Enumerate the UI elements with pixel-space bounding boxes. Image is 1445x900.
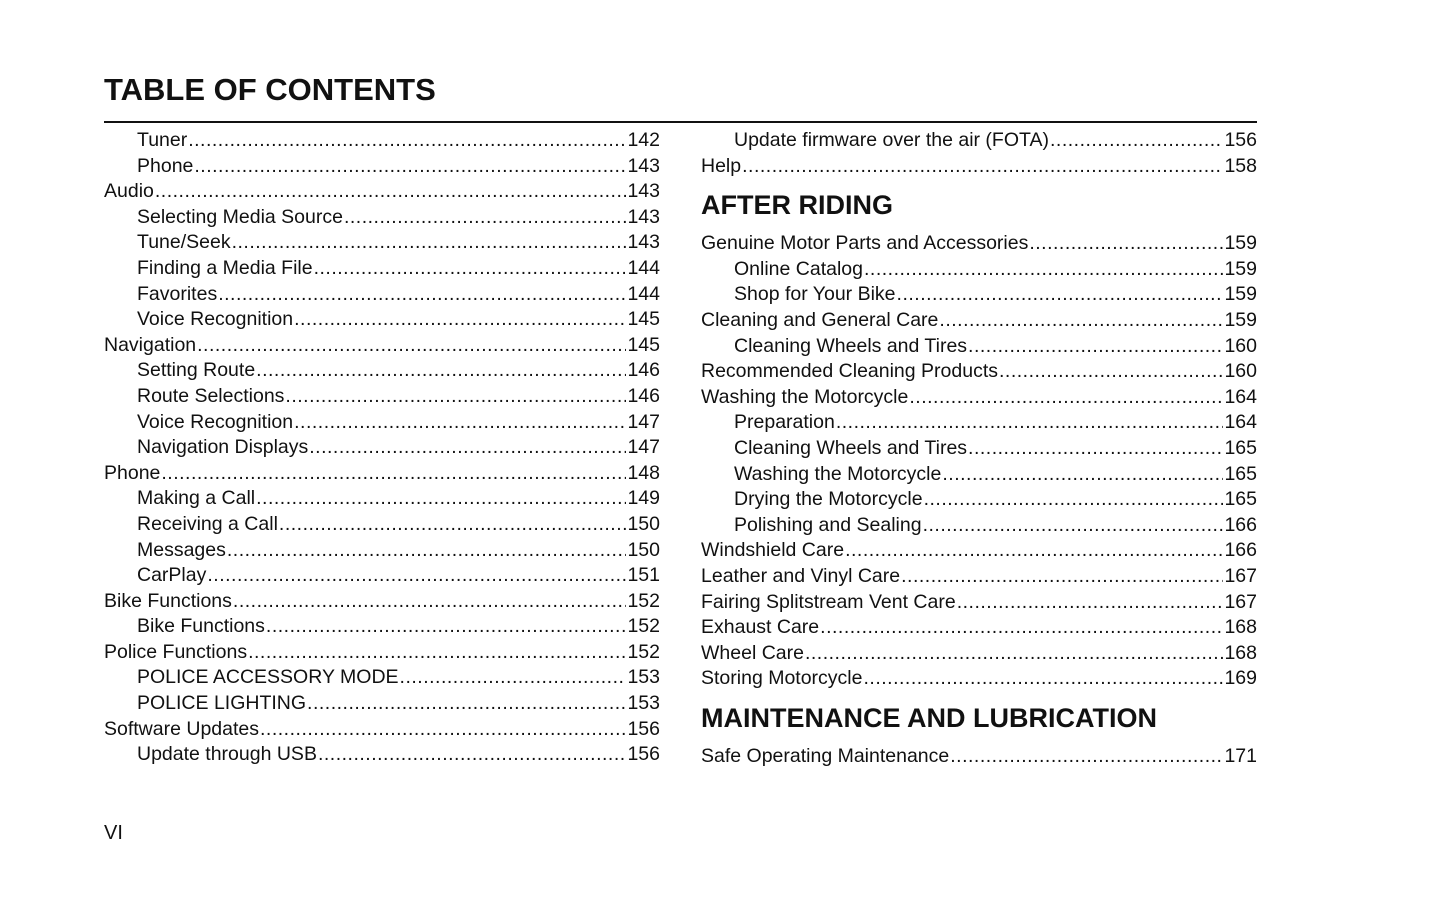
toc-entry[interactable] — [701, 744, 1257, 770]
toc-entry-title: Bike Functions — [104, 589, 232, 612]
toc-page-number: 160 — [1224, 334, 1257, 357]
dot-leader — [197, 333, 626, 359]
toc-subentry[interactable] — [104, 512, 660, 538]
toc-entry-title: Leather and Vinyl Care — [701, 564, 901, 587]
dot-leader — [742, 154, 1223, 180]
toc-entry[interactable] — [701, 231, 1257, 257]
toc-page-number: 153 — [627, 692, 660, 715]
toc-page-number: 166 — [1224, 513, 1257, 536]
toc-entry[interactable] — [701, 154, 1257, 180]
dot-leader — [863, 666, 1223, 692]
toc-entry-title: Favorites — [137, 282, 218, 305]
toc-page-number: 159 — [1224, 283, 1257, 306]
toc-subentry[interactable] — [701, 257, 1257, 283]
toc-page-number: 143 — [627, 180, 660, 203]
section-heading: MAINTENANCE AND LUBRICATION — [701, 702, 1157, 733]
toc-entry-title: Online Catalog — [734, 257, 863, 280]
toc-page-number: 144 — [627, 256, 660, 279]
dot-leader — [285, 384, 626, 410]
toc-left-column — [104, 128, 660, 768]
toc-subentry[interactable] — [701, 410, 1257, 436]
toc-subentry[interactable] — [104, 614, 660, 640]
toc-entry-title: Safe Operating Maintenance — [701, 744, 950, 767]
toc-page-number: 150 — [627, 512, 660, 535]
toc-page-number: 144 — [627, 282, 660, 305]
toc-subentry[interactable] — [701, 513, 1257, 539]
toc-entry-title: Shop for Your Bike — [734, 283, 896, 306]
toc-subentry[interactable] — [701, 487, 1257, 513]
toc-entry-title: Genuine Motor Parts and Accessories — [701, 232, 1029, 255]
toc-page-number: 153 — [627, 666, 660, 689]
toc-page-number: 149 — [627, 487, 660, 510]
toc-subentry[interactable] — [701, 128, 1257, 154]
toc-entry-title: Update firmware over the air (FOTA) — [734, 129, 1049, 151]
dot-leader — [279, 512, 627, 538]
toc-entry[interactable] — [104, 179, 660, 205]
toc-page-number: 143 — [627, 154, 660, 177]
dot-leader — [950, 744, 1223, 770]
dot-leader — [1029, 231, 1223, 257]
toc-entry[interactable] — [701, 359, 1257, 385]
toc-entry-title: Voice Recognition — [137, 308, 294, 331]
toc-entry[interactable] — [104, 589, 660, 615]
toc-entry[interactable] — [701, 615, 1257, 641]
toc-subentry[interactable] — [701, 334, 1257, 360]
toc-entry-title: Police Functions — [104, 640, 248, 663]
toc-entry-title: Making a Call — [137, 487, 256, 510]
toc-page-number: 164 — [1224, 385, 1257, 408]
dot-leader — [207, 563, 626, 589]
toc-page-number: 156 — [1224, 129, 1257, 151]
toc-page-number: 159 — [1224, 257, 1257, 280]
toc-entry[interactable] — [104, 640, 660, 666]
toc-page-number: 150 — [627, 538, 660, 561]
toc-subentry[interactable] — [104, 563, 660, 589]
dot-leader — [194, 154, 626, 180]
toc-subentry[interactable] — [104, 358, 660, 384]
dot-leader — [845, 538, 1223, 564]
dot-leader — [218, 282, 626, 308]
toc-page-number: 166 — [1224, 539, 1257, 562]
toc-entry-title: Wheel Care — [701, 641, 804, 664]
toc-entry-title: POLICE LIGHTING — [137, 692, 307, 715]
toc-page-number: 168 — [1224, 641, 1257, 664]
toc-entry-title: Route Selections — [137, 384, 285, 407]
toc-page-number: 158 — [1224, 154, 1257, 177]
toc-entry-title: Fairing Splitstream Vent Care — [701, 590, 956, 613]
toc-entry-title: Selecting Media Source — [137, 205, 343, 228]
dot-leader — [864, 257, 1223, 283]
dot-leader — [314, 256, 627, 282]
toc-subentry[interactable] — [104, 230, 660, 256]
toc-page-number: 152 — [627, 589, 660, 612]
toc-page-number: 168 — [1224, 616, 1257, 639]
toc-page-number: 151 — [627, 564, 660, 587]
toc-entry-title: Cleaning and General Care — [701, 308, 939, 331]
toc-page-number: 143 — [627, 205, 660, 228]
toc-entry-title: CarPlay — [137, 564, 207, 587]
toc-page-number: 167 — [1224, 590, 1257, 613]
dot-leader — [968, 436, 1223, 462]
toc-page-number: 152 — [627, 615, 660, 638]
toc-entry[interactable] — [701, 385, 1257, 411]
toc-entry[interactable] — [104, 717, 660, 743]
dot-leader — [957, 590, 1224, 616]
toc-entry-title: Messages — [137, 538, 226, 561]
toc-entry-title: Update through USB — [137, 743, 317, 766]
toc-subentry[interactable] — [701, 436, 1257, 462]
footer-page-number: VI — [104, 822, 123, 844]
toc-subentry[interactable] — [104, 538, 660, 564]
toc-subentry[interactable] — [104, 154, 660, 180]
toc-entry-title: Bike Functions — [137, 615, 265, 638]
dot-leader — [294, 410, 626, 436]
dot-leader — [256, 358, 626, 384]
toc-entry-title: Preparation — [734, 411, 835, 434]
page-title: TABLE OF CONTENTS — [104, 72, 436, 107]
title-divider — [104, 121, 1257, 123]
dot-leader — [909, 385, 1223, 411]
toc-page-number: 156 — [627, 743, 660, 766]
toc-entry-title: Navigation — [104, 333, 197, 356]
toc-page-number: 146 — [627, 384, 660, 407]
toc-page-number: 165 — [1224, 436, 1257, 459]
toc-entry-title: Drying the Motorcycle — [734, 488, 923, 511]
toc-subentry[interactable] — [104, 307, 660, 333]
toc-page-number: 147 — [627, 410, 660, 433]
dot-leader — [256, 486, 626, 512]
dot-leader — [294, 307, 626, 333]
toc-entry[interactable] — [701, 538, 1257, 564]
toc-page-number: 145 — [627, 308, 660, 331]
dot-leader — [188, 128, 626, 154]
toc-entry-title: Polishing and Sealing — [734, 513, 922, 536]
toc-entry-title: Windshield Care — [701, 539, 845, 562]
dot-leader — [836, 410, 1224, 436]
toc-page-number: 169 — [1224, 667, 1257, 690]
toc-entry-title: Help — [701, 154, 742, 177]
toc-entry[interactable] — [701, 564, 1257, 590]
toc-entry-title: Washing the Motorcycle — [701, 385, 909, 408]
dot-leader — [820, 615, 1223, 641]
dot-leader — [805, 641, 1223, 667]
toc-entry-title: Storing Motorcycle — [701, 667, 863, 690]
dot-leader — [968, 334, 1223, 360]
dot-leader — [942, 462, 1223, 488]
dot-leader — [161, 461, 626, 487]
toc-entry[interactable] — [104, 333, 660, 359]
dot-leader — [924, 487, 1224, 513]
toc-page-number: 147 — [627, 436, 660, 459]
dot-leader — [318, 742, 627, 768]
toc-page-number: 143 — [627, 231, 660, 254]
toc-page-number: 159 — [1224, 308, 1257, 331]
toc-entry[interactable] — [701, 666, 1257, 692]
dot-leader — [227, 538, 627, 564]
dot-leader — [260, 717, 626, 743]
dot-leader — [266, 614, 627, 640]
toc-entry-title: Phone — [104, 461, 161, 484]
toc-subentry[interactable] — [104, 205, 660, 231]
toc-entry[interactable] — [701, 590, 1257, 616]
toc-entry-title: Cleaning Wheels and Tires — [734, 436, 968, 459]
toc-subentry[interactable] — [104, 691, 660, 717]
dot-leader — [307, 691, 626, 717]
toc-page-number: 165 — [1224, 488, 1257, 511]
toc-entry-title: Tune/Seek — [137, 231, 231, 254]
dot-leader — [248, 640, 626, 666]
toc-subentry[interactable] — [104, 435, 660, 461]
dot-leader — [1050, 128, 1223, 154]
toc-page-number: 167 — [1224, 564, 1257, 587]
toc-entry-title: Recommended Cleaning Products — [701, 360, 998, 383]
toc-entry-title: Voice Recognition — [137, 410, 294, 433]
toc-page-number: 148 — [627, 461, 660, 484]
section-heading: AFTER RIDING — [701, 190, 893, 221]
toc-entry-title: Receiving a Call — [137, 512, 278, 535]
toc-entry-title: Navigation Displays — [137, 436, 309, 459]
dot-leader — [939, 308, 1223, 334]
toc-entry[interactable] — [104, 461, 660, 487]
toc-subentry[interactable] — [104, 282, 660, 308]
dot-leader — [897, 282, 1224, 308]
toc-page-number: 171 — [1224, 744, 1257, 767]
toc-entry-title: Washing the Motorcycle — [734, 462, 942, 485]
toc-subentry[interactable] — [104, 665, 660, 691]
toc-right-column — [701, 128, 1257, 769]
toc-page-number: 165 — [1224, 462, 1257, 485]
toc-page-number: 160 — [1224, 360, 1257, 383]
toc-subentry[interactable] — [701, 282, 1257, 308]
dot-leader — [155, 179, 627, 205]
dot-leader — [400, 665, 627, 691]
toc-entry-title: Finding a Media File — [137, 256, 313, 279]
toc-subentry[interactable] — [104, 410, 660, 436]
dot-leader — [344, 205, 627, 231]
toc-page-number: 146 — [627, 359, 660, 382]
toc-entry-title: Exhaust Care — [701, 616, 820, 639]
dot-leader — [999, 359, 1223, 385]
toc-subentry[interactable] — [104, 742, 660, 768]
toc-page-number: 152 — [627, 640, 660, 663]
toc-entry-title: POLICE ACCESSORY MODE — [137, 666, 399, 689]
toc-entry[interactable] — [701, 308, 1257, 334]
toc-subentry[interactable] — [104, 256, 660, 282]
toc-subentry[interactable] — [701, 462, 1257, 488]
toc-subentry[interactable] — [104, 384, 660, 410]
dot-leader — [901, 564, 1223, 590]
toc-entry-title: Tuner — [137, 129, 188, 151]
dot-leader — [923, 513, 1224, 539]
toc-page-number: 156 — [627, 717, 660, 740]
toc-page-number: 164 — [1224, 411, 1257, 434]
toc-entry-title: Software Updates — [104, 717, 260, 740]
toc-page-number: 145 — [627, 333, 660, 356]
toc-page-number: 142 — [627, 129, 660, 151]
toc-subentry[interactable] — [104, 128, 660, 154]
dot-leader — [232, 230, 627, 256]
toc-entry-title: Audio — [104, 180, 154, 203]
toc-page-number: 159 — [1224, 232, 1257, 255]
toc-subentry[interactable] — [104, 486, 660, 512]
toc-entry-title: Phone — [137, 154, 194, 177]
dot-leader — [309, 435, 626, 461]
toc-entry[interactable] — [701, 641, 1257, 667]
dot-leader — [233, 589, 627, 615]
toc-entry-title: Cleaning Wheels and Tires — [734, 334, 968, 357]
toc-entry-title: Setting Route — [137, 359, 256, 382]
